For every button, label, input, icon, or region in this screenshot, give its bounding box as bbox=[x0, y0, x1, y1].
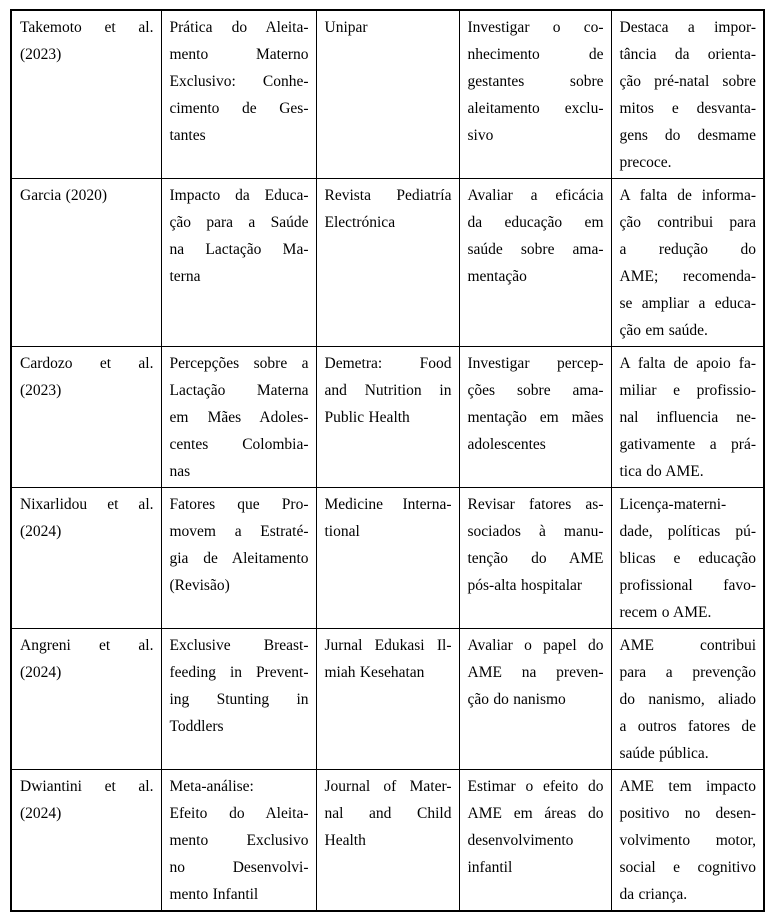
text-line: Public Health bbox=[324, 409, 410, 426]
text-line: em Mães Adoles- bbox=[169, 409, 309, 426]
author-cell bbox=[11, 488, 161, 629]
text-line: feeding in Prevent- bbox=[169, 664, 309, 681]
text-line: Garcia (2020) bbox=[20, 187, 107, 204]
text-line: Cardozo et al. bbox=[20, 355, 154, 372]
text-line: Impacto da Educa- bbox=[169, 187, 309, 204]
text-line: Avaliar o papel do bbox=[467, 637, 604, 654]
text-line: Meta-análise: bbox=[169, 778, 254, 795]
text-line: profissional favo- bbox=[619, 577, 756, 594]
text-line: saúde sobre ama- bbox=[467, 241, 604, 258]
text-line: Exclusivo: Conhe- bbox=[169, 73, 309, 90]
text-line: ção do nanismo bbox=[467, 691, 566, 708]
text-line: ção contribui para bbox=[619, 214, 756, 231]
text-line: mentação bbox=[467, 268, 527, 285]
text-line: Avaliar a eficácia bbox=[467, 187, 604, 204]
findings-cell bbox=[611, 179, 764, 347]
journal-cell bbox=[316, 770, 459, 912]
text-line: (2024) bbox=[20, 805, 62, 822]
text-line: (Revisão) bbox=[169, 577, 230, 594]
text-line: se ampliar a educa- bbox=[619, 295, 756, 312]
text-line: social e cognitivo bbox=[619, 859, 756, 876]
text-line: ção em saúde. bbox=[619, 322, 708, 339]
text-line: positivo no desen- bbox=[619, 805, 756, 822]
text-line: ções sobre ama- bbox=[467, 382, 604, 399]
objective-cell bbox=[459, 629, 611, 770]
objective-cell bbox=[459, 347, 611, 488]
text-line: Fatores que Pro- bbox=[169, 496, 309, 513]
text-line: Toddlers bbox=[169, 718, 224, 735]
text-line: miah Kesehatan bbox=[324, 664, 425, 681]
findings-cell bbox=[611, 347, 764, 488]
findings-cell bbox=[611, 770, 764, 912]
title-cell bbox=[161, 629, 316, 770]
journal-cell bbox=[316, 347, 459, 488]
table-row bbox=[11, 347, 764, 488]
text-line: movem a Estraté- bbox=[169, 523, 309, 540]
text-line: blicas e educação bbox=[619, 550, 756, 567]
text-line: volvimento motor, bbox=[619, 832, 756, 849]
author-cell bbox=[11, 629, 161, 770]
text-line: sociados à manu- bbox=[467, 523, 604, 540]
text-line: Nixarlidou et al. bbox=[20, 496, 154, 513]
text-line: tenção do AME bbox=[467, 550, 604, 567]
text-line: (2023) bbox=[20, 382, 62, 399]
text-line: desenvolvimento bbox=[467, 832, 574, 849]
text-line: and Nutrition in bbox=[324, 382, 452, 399]
author-cell bbox=[11, 10, 161, 179]
text-line: Medicine Interna- bbox=[324, 496, 452, 513]
text-line: nas bbox=[169, 463, 191, 480]
text-line: (2024) bbox=[20, 523, 62, 540]
text-line: Licença-materni- bbox=[619, 496, 727, 513]
findings-cell bbox=[611, 488, 764, 629]
text-line: pós-alta hospitalar bbox=[467, 577, 583, 594]
text-line: cimento de Ges- bbox=[169, 100, 309, 117]
text-line: Unipar bbox=[324, 19, 368, 36]
text-line: Health bbox=[324, 832, 366, 849]
text-line: AME tem impacto bbox=[619, 778, 756, 795]
text-line: tantes bbox=[169, 127, 206, 144]
journal-cell bbox=[316, 179, 459, 347]
text-line: A falta de apoio fa- bbox=[619, 355, 756, 372]
title-cell bbox=[161, 770, 316, 912]
text-line: AME contribui bbox=[619, 637, 756, 654]
author-cell bbox=[11, 770, 161, 912]
objective-cell bbox=[459, 488, 611, 629]
text-line: AME em áreas do bbox=[467, 805, 604, 822]
table-row bbox=[11, 770, 764, 912]
text-line: mento Materno bbox=[169, 46, 309, 63]
text-line: miliar e profissio- bbox=[619, 382, 756, 399]
text-line: Dwiantini et al. bbox=[20, 778, 154, 795]
title-cell bbox=[161, 488, 316, 629]
literature-review-table bbox=[10, 9, 765, 912]
text-line: sivo bbox=[467, 127, 494, 144]
journal-cell bbox=[316, 488, 459, 629]
text-line: dade, políticas pú- bbox=[619, 523, 756, 540]
text-line: gativamente a prá- bbox=[619, 436, 756, 453]
text-line: mitos e desvanta- bbox=[619, 100, 756, 117]
text-line: nal influencia ne- bbox=[619, 409, 756, 426]
text-line: Exclusive Breast- bbox=[169, 637, 309, 654]
text-line: a outros fatores de bbox=[619, 718, 756, 735]
table-row bbox=[11, 179, 764, 347]
text-line: do nanismo, aliado bbox=[619, 691, 756, 708]
text-line: Demetra: Food bbox=[324, 355, 452, 372]
text-line: gens do desmame bbox=[619, 127, 756, 144]
text-line: Revista Pediatría bbox=[324, 187, 452, 204]
author-cell bbox=[11, 347, 161, 488]
text-line: adolescentes bbox=[467, 436, 546, 453]
text-line: Takemoto et al. bbox=[20, 19, 154, 36]
text-line: Revisar fatores as- bbox=[467, 496, 604, 513]
text-line: (2024) bbox=[20, 664, 62, 681]
text-line: A falta de informa- bbox=[619, 187, 756, 204]
text-line: gestantes sobre bbox=[467, 73, 604, 90]
text-line: tância da orienta- bbox=[619, 46, 756, 63]
objective-cell bbox=[459, 179, 611, 347]
text-line: AME; recomenda- bbox=[619, 268, 756, 285]
text-line: ção para a Saúde bbox=[169, 214, 309, 231]
findings-cell bbox=[611, 10, 764, 179]
text-line: Destaca a impor- bbox=[619, 19, 756, 36]
text-line: Electrónica bbox=[324, 214, 396, 231]
text-line: Prática do Aleita- bbox=[169, 19, 309, 36]
text-line: a redução do bbox=[619, 241, 756, 258]
text-line: mentação em mães bbox=[467, 409, 604, 426]
text-line: Estimar o efeito do bbox=[467, 778, 604, 795]
text-line: mento Infantil bbox=[169, 886, 259, 903]
table-row bbox=[11, 629, 764, 770]
title-cell bbox=[161, 179, 316, 347]
text-line: Investigar percep- bbox=[467, 355, 604, 372]
text-line: ção pré-natal sobre bbox=[619, 73, 756, 90]
text-line: ing Stunting in bbox=[169, 691, 309, 708]
text-line: Investigar o co- bbox=[467, 19, 604, 36]
journal-cell bbox=[316, 10, 459, 179]
text-line: para a prevenção bbox=[619, 664, 756, 681]
text-line: centes Colombia- bbox=[169, 436, 309, 453]
text-line: gia de Aleitamento bbox=[169, 550, 309, 567]
text-line: da educação em bbox=[467, 214, 604, 231]
text-line: Journal of Mater- bbox=[324, 778, 452, 795]
objective-cell bbox=[459, 770, 611, 912]
text-line: da criança. bbox=[619, 886, 688, 903]
text-line: Lactação Materna bbox=[169, 382, 309, 399]
title-cell bbox=[161, 347, 316, 488]
text-line: precoce. bbox=[619, 154, 672, 171]
text-line: aleitamento exclu- bbox=[467, 100, 604, 117]
author-cell bbox=[11, 179, 161, 347]
text-line: na Lactação Ma- bbox=[169, 241, 309, 258]
objective-cell bbox=[459, 10, 611, 179]
text-line: mento Exclusivo bbox=[169, 832, 309, 849]
text-line: Angreni et al. bbox=[20, 637, 154, 654]
table-row bbox=[11, 488, 764, 629]
text-line: recem o AME. bbox=[619, 604, 712, 621]
text-line: Percepções sobre a bbox=[169, 355, 309, 372]
title-cell bbox=[161, 10, 316, 179]
text-line: nhecimento de bbox=[467, 46, 604, 63]
text-line: AME na preven- bbox=[467, 664, 604, 681]
text-line: nal and Child bbox=[324, 805, 452, 822]
table-row bbox=[11, 10, 764, 179]
text-line: Efeito do Aleita- bbox=[169, 805, 309, 822]
findings-cell bbox=[611, 629, 764, 770]
text-line: no Desenvolvi- bbox=[169, 859, 309, 876]
journal-cell bbox=[316, 629, 459, 770]
text-line: Jurnal Edukasi Il- bbox=[324, 637, 452, 654]
text-line: tional bbox=[324, 523, 360, 540]
text-line: terna bbox=[169, 268, 201, 285]
text-line: saúde pública. bbox=[619, 745, 709, 762]
text-line: infantil bbox=[467, 859, 513, 876]
text-line: tica do AME. bbox=[619, 463, 704, 480]
text-line: (2023) bbox=[20, 46, 62, 63]
